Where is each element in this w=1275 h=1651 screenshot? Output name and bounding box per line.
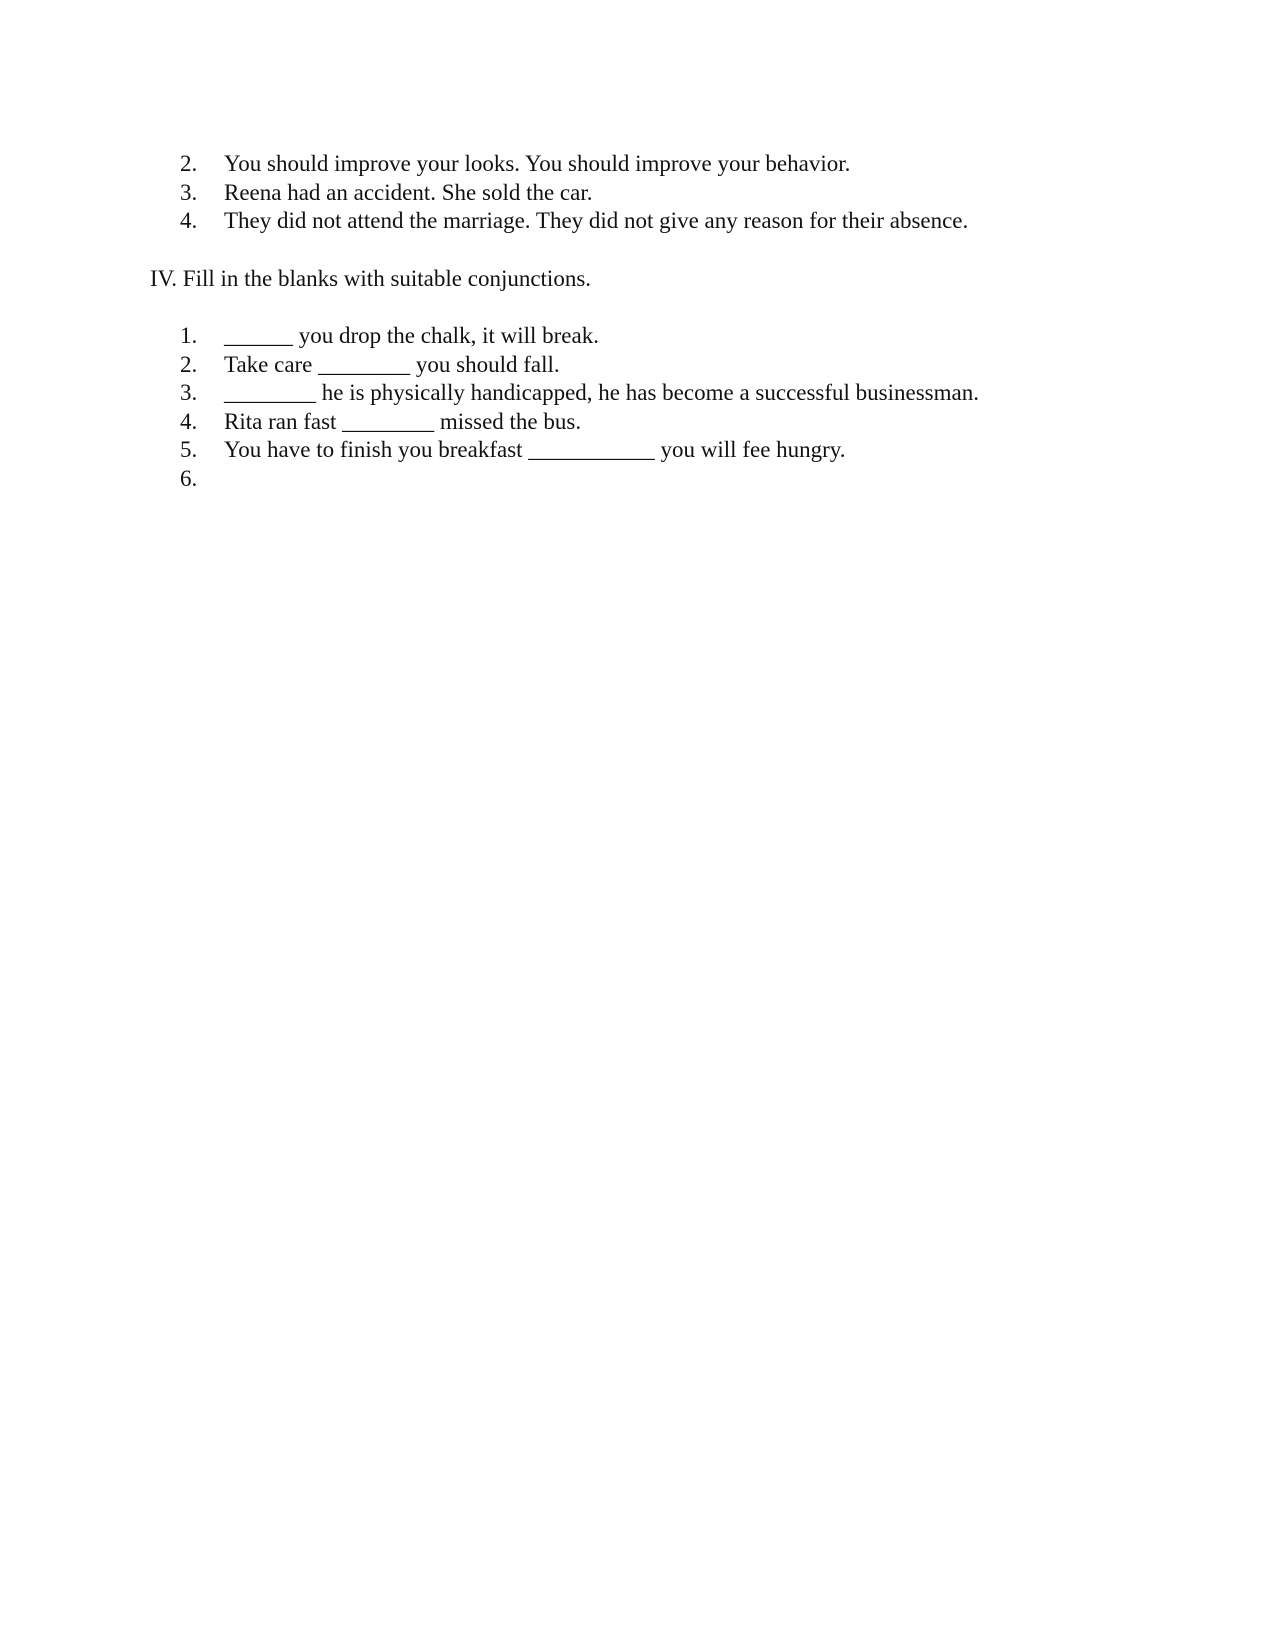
section-heading: IV. Fill in the blanks with suitable conjunctions. bbox=[150, 266, 592, 291]
item-number: 3. bbox=[180, 179, 198, 205]
list-item bbox=[180, 351, 979, 380]
item-text: You have to finish you breakfast ___________ you will fee hungry. bbox=[224, 437, 846, 462]
list-item bbox=[180, 379, 979, 408]
item-text: Rita ran fast ________ missed the bus. bbox=[224, 408, 582, 434]
list-item bbox=[180, 179, 968, 208]
item-number: 4. bbox=[180, 208, 198, 233]
item-text: You should improve your looks. You should improve your behavior. bbox=[224, 151, 851, 176]
item-text: ________ he is physically handicapped, he has become a successful businessman. bbox=[224, 380, 979, 405]
fill-in-blanks-list bbox=[180, 322, 979, 493]
item-number: 1. bbox=[180, 323, 198, 348]
item-text: Reena had an accident. She sold the car. bbox=[224, 179, 593, 205]
list-item bbox=[180, 150, 968, 179]
list-item bbox=[180, 322, 979, 351]
item-text: They did not attend the marriage. They did not give any reason for their absence. bbox=[224, 208, 969, 233]
list-item bbox=[180, 465, 979, 494]
item-number: 2. bbox=[180, 351, 198, 377]
continued-exercise-list bbox=[180, 150, 968, 236]
item-text: ______ you drop the chalk, it will break. bbox=[224, 323, 599, 348]
item-number: 4. bbox=[180, 408, 198, 434]
item-text: Take care ________ you should fall. bbox=[224, 351, 560, 377]
list-item bbox=[180, 436, 979, 465]
item-number: 6. bbox=[180, 465, 198, 491]
item-number: 3. bbox=[180, 380, 198, 405]
item-number: 5. bbox=[180, 437, 198, 462]
list-item bbox=[180, 408, 979, 437]
list-item bbox=[180, 207, 968, 236]
item-number: 2. bbox=[180, 151, 198, 176]
